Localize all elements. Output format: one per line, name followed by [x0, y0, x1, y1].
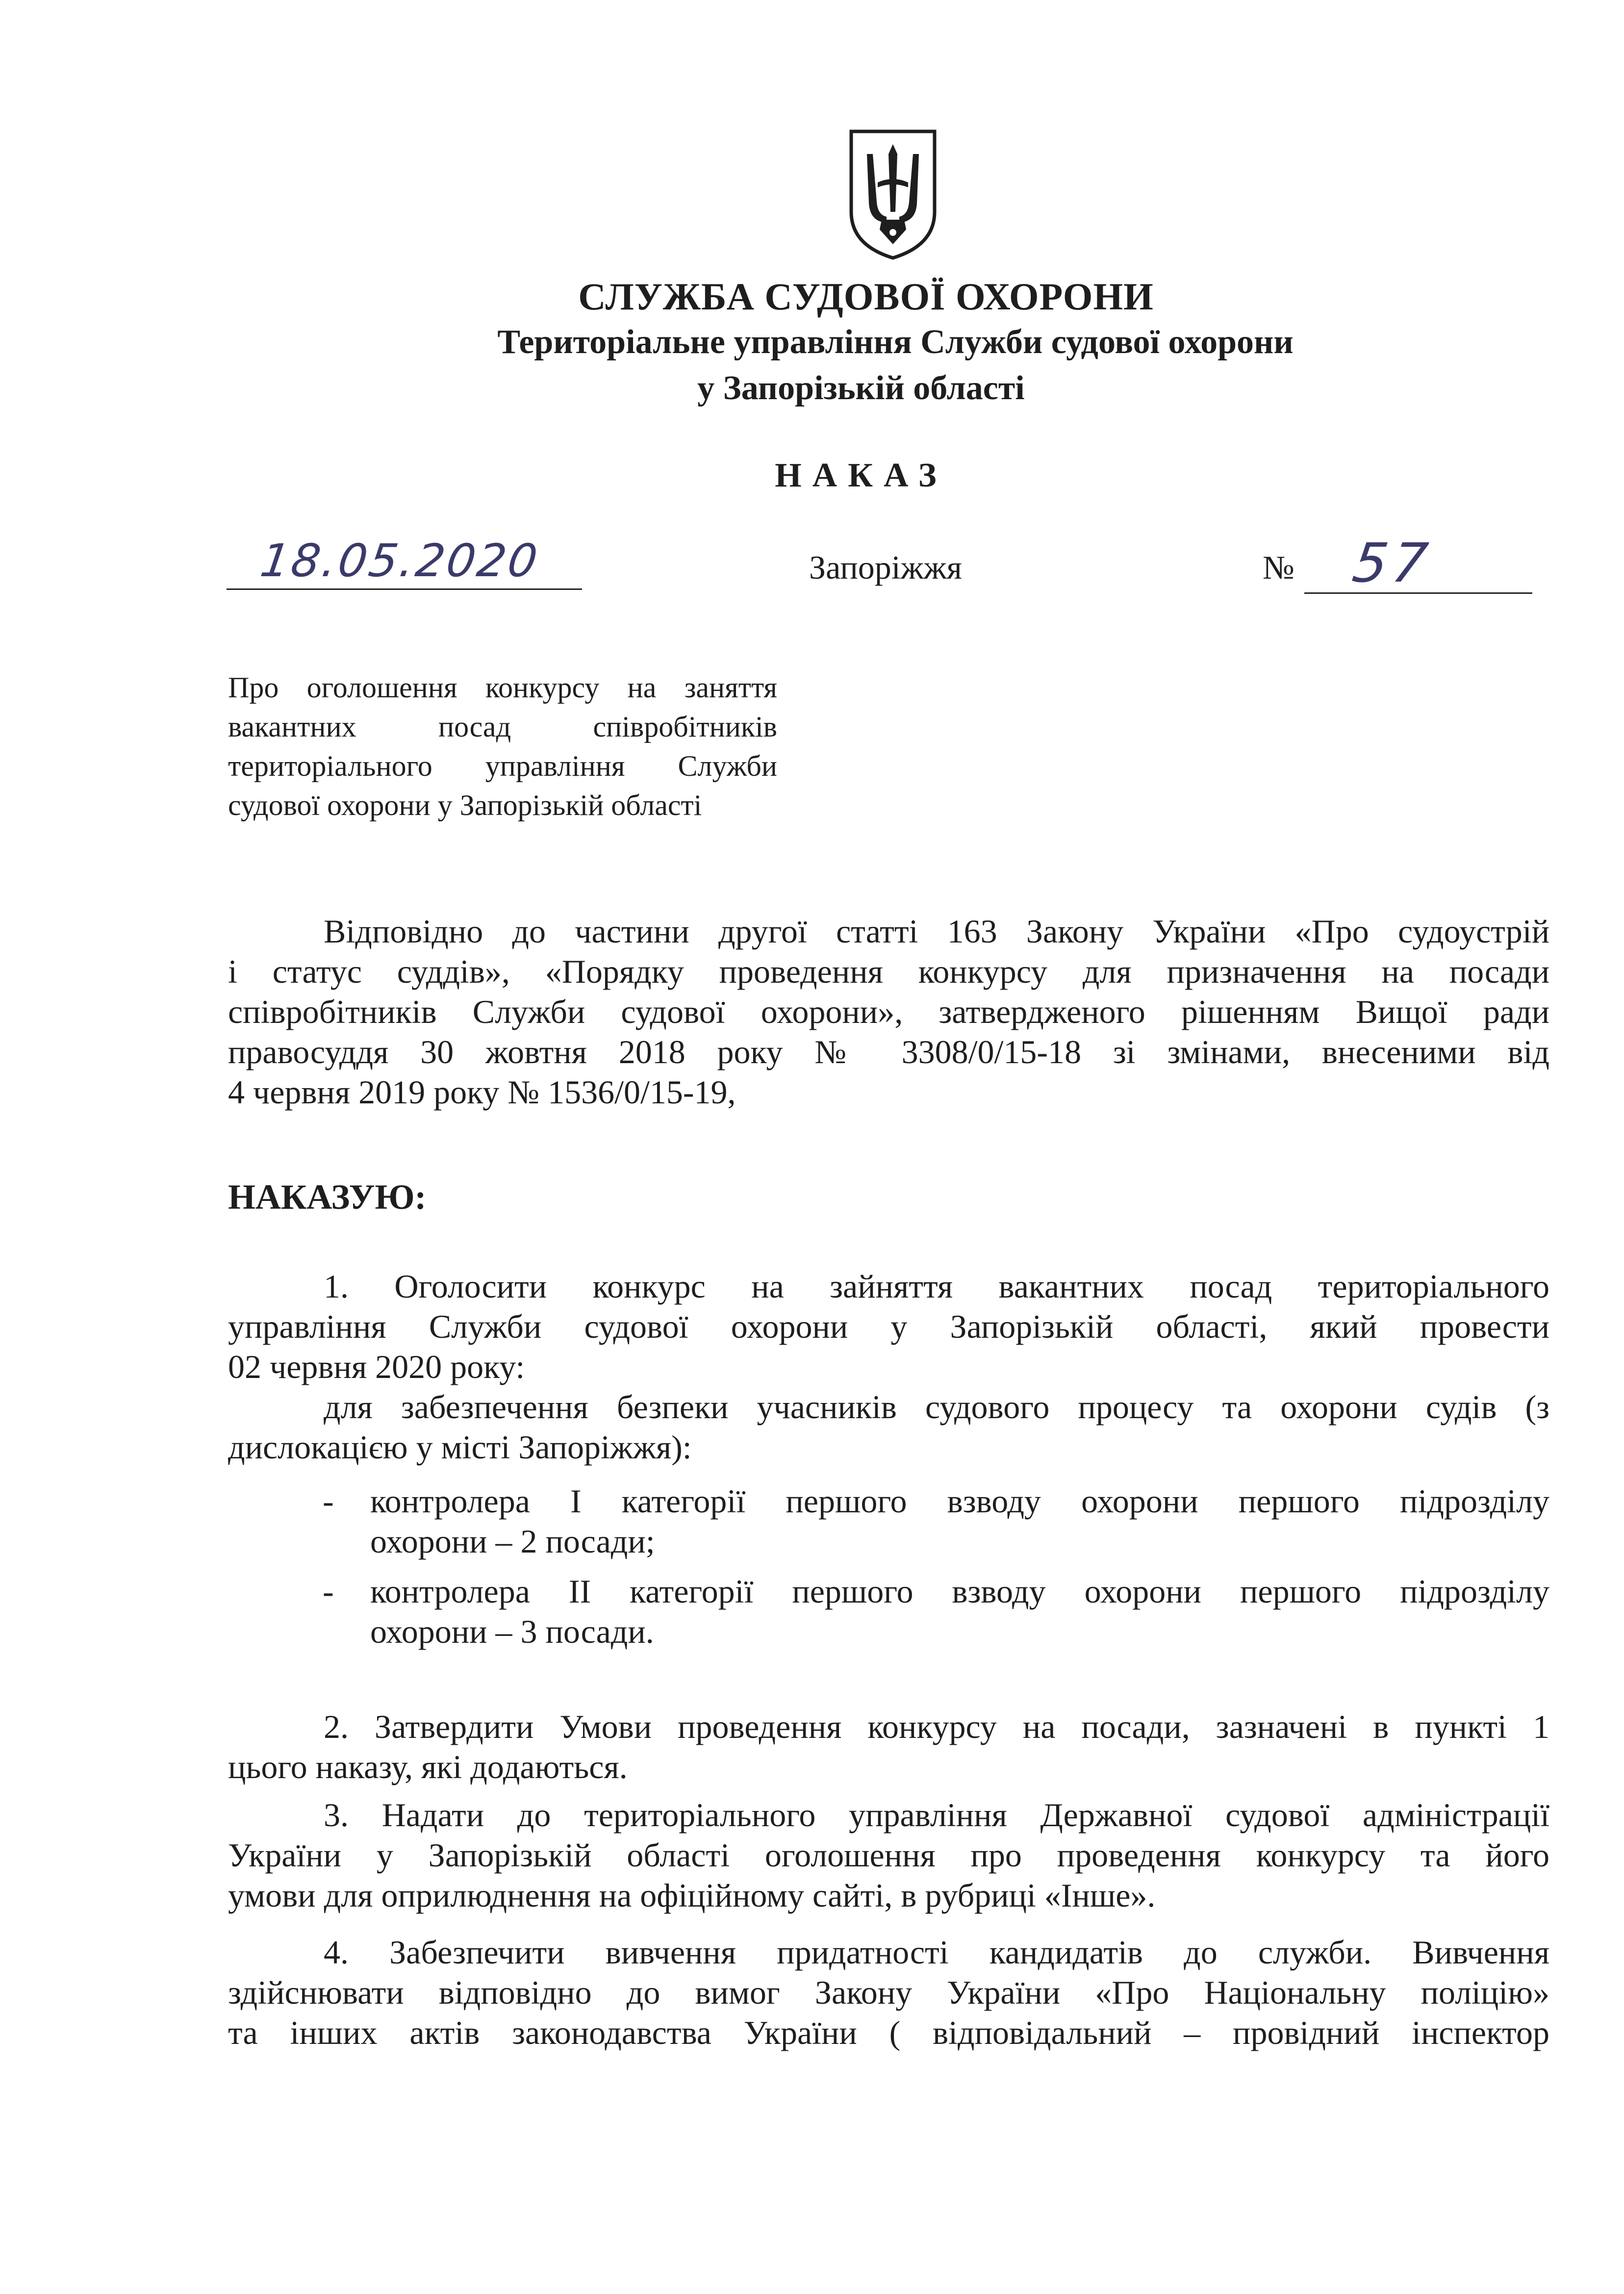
list-item-line: охорони – 2 посади; — [370, 1523, 655, 1560]
order-directive-heading: НАКАЗУЮ: — [228, 1177, 427, 1217]
order-item-3 — [228, 1795, 1549, 1915]
list-dash: - — [323, 1482, 334, 1520]
order-item-2 — [228, 1707, 1549, 1787]
document-type-title: НАКАЗ — [775, 457, 947, 494]
list-dash: - — [323, 1573, 334, 1610]
preamble-line: правосуддя 30 жовтня 2018 року № 3308/0/15-18 зі змінами, внесеними від — [228, 1033, 1549, 1071]
order-number-handwritten: 57 — [1349, 532, 1436, 594]
item-line: управління Служби судової охорони у Запорізькій області, який провести — [228, 1308, 1549, 1345]
item-line: 4. Забезпечити вивчення придатності кандидатів до служби. Вивчення — [324, 1934, 1549, 1971]
order-date-field — [227, 535, 582, 590]
list-item-line: охорони – 3 посади. — [370, 1613, 654, 1650]
preamble-line: співробітників Служби судової охорони», затвердженого рішенням Вищої ради — [228, 993, 1549, 1030]
item-line: та інших актів законодавства України ( відповідальний – провідний інспектор — [228, 2014, 1549, 2051]
region-name: у Запорізькій області — [697, 369, 1025, 407]
item-line: 1. Оголосити конкурс на зайняття вакантних посад територіального — [324, 1268, 1549, 1305]
item-subline: для забезпечення безпеки учасників судового процесу та охорони судів (з — [324, 1388, 1549, 1426]
order-item-1 — [228, 1266, 1549, 1467]
item-line: 3. Надати до територіального управління Державної судової адміністрації — [324, 1796, 1549, 1834]
item-line: України у Запорізькій області оголошення про проведення конкурсу та його — [228, 1836, 1549, 1874]
order-date-handwritten: 18.05.2020 — [257, 535, 543, 587]
number-sign: № — [1263, 549, 1294, 586]
list-item — [314, 1481, 1549, 1561]
list-item-line: контролера I категорії першого взводу охорони першого підрозділу — [370, 1482, 1549, 1520]
organization-name: СЛУЖБА СУДОВОЇ ОХОРОНИ — [578, 275, 1154, 318]
list-item-line: контролера II категорії першого взводу охорони першого підрозділу — [370, 1573, 1549, 1610]
trident-coat-of-arms-icon — [847, 128, 939, 261]
subject-line: Про оголошення конкурсу на заняття — [228, 671, 777, 704]
item-line: 02 червня 2020 року: — [228, 1348, 525, 1385]
preamble-line: 4 червня 2019 року № 1536/0/15-19, — [228, 1073, 736, 1111]
item-line: здійснювати відповідно до вимог Закону України «Про Національну поліцію» — [228, 1974, 1549, 2011]
preamble-line: Відповідно до частини другої статті 163 Закону України «Про судоустрій — [324, 913, 1549, 950]
subject-line: територіального управління Служби — [228, 750, 777, 782]
order-number-field — [1304, 532, 1532, 594]
item-line: умови для оприлюднення на офіційному сайті, в рубриці «Інше». — [228, 1877, 1156, 1914]
list-item — [314, 1571, 1549, 1652]
preamble-paragraph — [228, 911, 1549, 1112]
department-name: Територіальне управління Служби судової охорони — [497, 323, 1294, 361]
order-item-4 — [228, 1932, 1549, 2053]
item-subline: дислокацією у місті Запоріжжя): — [228, 1428, 692, 1466]
position-list — [314, 1481, 1549, 1661]
item-line: цього наказу, які додаються. — [228, 1748, 628, 1785]
subject-line: судової охорони у Запорізькій області — [228, 789, 702, 821]
order-subject — [228, 668, 777, 825]
preamble-line: і статус суддів», «Порядку проведення конкурсу для призначення на посади — [228, 953, 1549, 990]
subject-line: вакантних посад співробітників — [228, 711, 777, 743]
item-line: 2. Затвердити Умови проведення конкурсу на посади, зазначені в пункті 1 — [324, 1708, 1549, 1745]
city-name: Запоріжжя — [809, 549, 962, 586]
